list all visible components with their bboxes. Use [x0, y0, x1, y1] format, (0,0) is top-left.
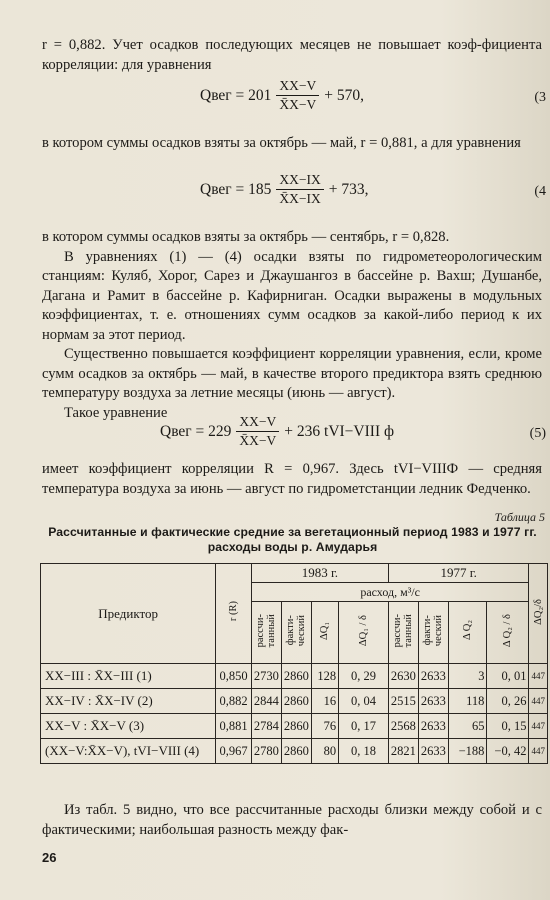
eq3-fraction [276, 78, 319, 113]
cell-fact-1977: 2633 [418, 739, 448, 764]
paragraph-text: В уравнениях (1) — (4) осадки взяты по гидрометеорологическим станциям: Куляб, Хорог, Сарез и Джаушангоз в бассейне р. Вахш; Душанбе, Дагана и Рамит в бассейне р. Кафирниган. Осадки выражены в модульных коэффициентах, т. е. отношениях сумм осадков за какой-либо период к их нормам за этот период. [42, 248, 542, 343]
eq5-numerator: XX−V [236, 414, 279, 432]
cell-dq2: −188 [448, 739, 487, 764]
cell-dq1: 128 [311, 664, 338, 689]
equation-5 [0, 414, 550, 458]
cell-calc-1983: 2784 [251, 714, 281, 739]
header-flow: расход, м³/с [251, 583, 529, 602]
cell-fact-1983: 2860 [281, 714, 311, 739]
cell-calc-1977: 2821 [388, 739, 418, 764]
cell-dq1-delta: 0, 29 [339, 664, 389, 689]
eq3-denominator: X̄X−V [279, 97, 317, 112]
table-title: Рассчитанные и фактические средние за вегетационный период 1983 и 1977 гг. расходы воды р. Амударья [48, 525, 537, 554]
cell-fact-1977: 2633 [418, 689, 448, 714]
cell-fact-1983: 2860 [281, 739, 311, 764]
cell-r: 0,967 [216, 739, 252, 764]
header-r: r (R) [216, 564, 252, 664]
eq4-numerator: XX−IX [276, 172, 323, 190]
cell-dq1-delta: 0, 04 [339, 689, 389, 714]
paragraph-text: r = 0,882. Учет осадков последующих месяцев не повышает коэф-фициента корреляции: для уравнения [42, 37, 542, 73]
cell-dq2: 118 [448, 689, 487, 714]
page-number: 26 [42, 850, 57, 865]
header-extra: ΔQ₂/δ [529, 564, 548, 664]
header-year-1977: 1977 г. [388, 564, 529, 583]
header-fact-1983: факти- ческий [281, 602, 311, 664]
table-row [41, 714, 548, 739]
cell-fact-1983: 2860 [281, 664, 311, 689]
header-predictor: Предиктор [41, 564, 216, 664]
cell-r: 0,882 [216, 689, 252, 714]
eq3-numerator: XX−V [276, 78, 319, 96]
cell-extra: 447 [529, 689, 548, 714]
eq3-lhs: Qвег = 201 [200, 86, 272, 104]
eq5-lhs: Qвег = 229 [160, 422, 232, 440]
cell-calc-1977: 2568 [388, 714, 418, 739]
cell-dq2-delta: 0, 15 [487, 714, 529, 739]
eq4-rhs: + 733, [328, 180, 369, 198]
header-year-1983: 1983 г. [251, 564, 388, 583]
equation-3 [0, 78, 550, 124]
cell-predictor: XX−IV : X̄X−IV (2) [41, 689, 216, 714]
table-label: Таблица 5 [494, 510, 545, 524]
equation-4 [0, 172, 550, 218]
cell-extra: 447 [529, 664, 548, 689]
table-caption [40, 510, 545, 555]
cell-dq1-delta: 0, 17 [339, 714, 389, 739]
eq4-number: (4 [534, 184, 546, 199]
cell-calc-1983: 2730 [251, 664, 281, 689]
cell-predictor: (XX−V:X̄X−V), tVI−VIII (4) [41, 739, 216, 764]
cell-fact-1977: 2633 [418, 714, 448, 739]
eq4-fraction [276, 172, 323, 207]
cell-r: 0,850 [216, 664, 252, 689]
paragraph-7 [42, 460, 542, 499]
cell-calc-1977: 2630 [388, 664, 418, 689]
eq5-rhs: + 236 tVI−VIII ф [284, 422, 395, 440]
cell-dq1: 16 [311, 689, 338, 714]
paragraph-text: в котором суммы осадков взяты за октябрь — май, r = 0,881, а для уравнения [42, 135, 521, 151]
cell-dq2-delta: −0, 42 [487, 739, 529, 764]
cell-dq2: 3 [448, 664, 487, 689]
table-row [41, 689, 548, 714]
cell-predictor: XX−V : X̄X−V (3) [41, 714, 216, 739]
paragraph-text: имеет коэффициент корреляции R = 0,967. Здесь tVI−VIIIФ — средняя температура воздуха за июнь — август по гидрометстанции ледник Федченко. [42, 461, 542, 497]
cell-calc-1983: 2780 [251, 739, 281, 764]
header-dq1-delta: ΔQ₁ / δ [339, 602, 389, 664]
paragraph-1 [42, 36, 542, 75]
header-calc-1977: рассчи- танный [388, 602, 418, 664]
header-fact-1977: факти- ческий [418, 602, 448, 664]
paragraph-text: Существенно повышается коэффициент корреляции уравнения, если, кроме сумм осадков за октябрь — май, в качестве второго предиктора взять среднюю температуру воздуха за летние месяцы (июнь — август). [42, 346, 542, 401]
flow-table [40, 563, 548, 764]
paragraph-2 [42, 134, 542, 154]
eq5-fraction [236, 414, 279, 449]
paragraph-8 [42, 800, 542, 840]
header-calc-1983: рассчи- танный [251, 602, 281, 664]
eq5-denominator: X̄X−V [239, 433, 277, 448]
cell-dq1: 80 [311, 739, 338, 764]
eq3-rhs: + 570, [324, 86, 365, 104]
eq4-denominator: X̄X−IX [279, 191, 321, 206]
cell-calc-1977: 2515 [388, 689, 418, 714]
table-row [41, 664, 548, 689]
paragraph-3 [42, 228, 542, 423]
cell-dq2-delta: 0, 01 [487, 664, 529, 689]
eq4-lhs: Qвег = 185 [200, 180, 272, 198]
header-dq2: Δ Q₂ [448, 602, 487, 664]
cell-extra: 447 [529, 739, 548, 764]
header-dq2-delta: Δ Q₂ / δ [487, 602, 529, 664]
cell-fact-1983: 2860 [281, 689, 311, 714]
cell-dq2-delta: 0, 26 [487, 689, 529, 714]
paragraph-text: Из табл. 5 видно, что все рассчитанные расходы близки между собой и с фактическими; наибольшая разность между фак- [42, 802, 542, 838]
paragraph-text: в котором суммы осадков взяты за октябрь — сентябрь, r = 0,828. [42, 229, 450, 245]
cell-dq2: 65 [448, 714, 487, 739]
cell-r: 0,881 [216, 714, 252, 739]
table-row [41, 739, 548, 764]
cell-predictor: XX−III : X̄X−III (1) [41, 664, 216, 689]
cell-extra: 447 [529, 714, 548, 739]
cell-calc-1983: 2844 [251, 689, 281, 714]
eq3-number: (3 [534, 90, 546, 105]
paragraph-text: Такое уравнение [64, 404, 168, 421]
cell-dq1-delta: 0, 18 [339, 739, 389, 764]
cell-fact-1977: 2633 [418, 664, 448, 689]
header-row-1 [41, 564, 548, 583]
cell-dq1: 76 [311, 714, 338, 739]
eq5-number: (5) [529, 426, 546, 441]
header-dq1: ΔQ₁ [311, 602, 338, 664]
